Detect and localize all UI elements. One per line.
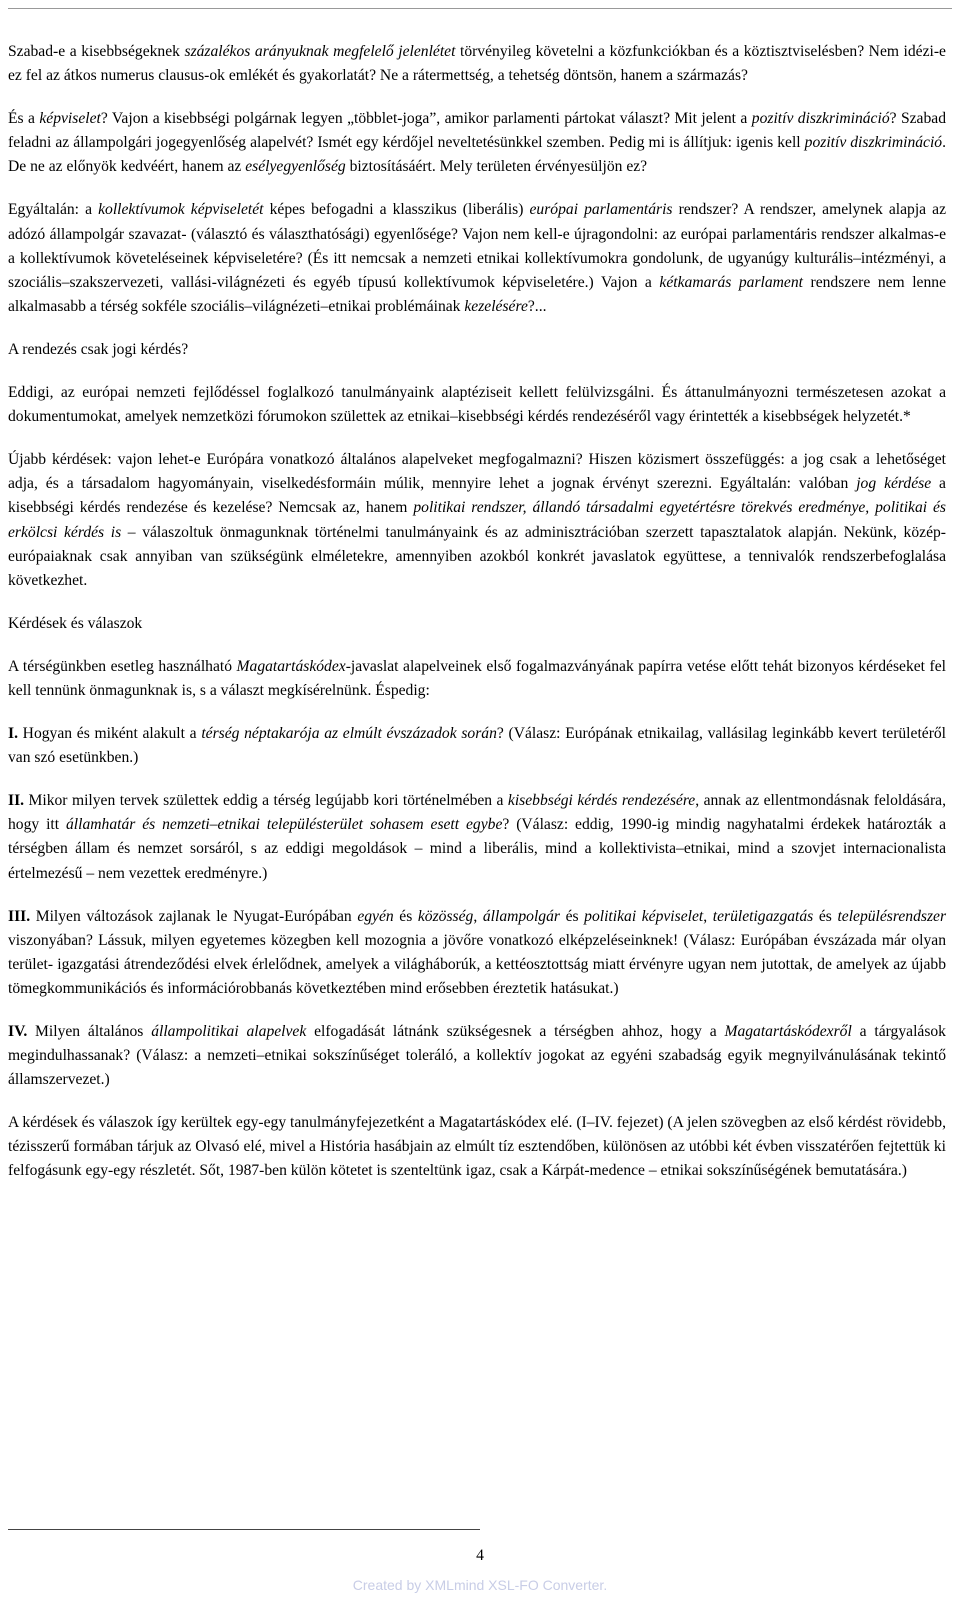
text-run: A térségünkben esetleg használható [8,657,237,675]
text-run: Újabb kérdések: vajon lehet-e Európára vonatkozó általános alapelveket megfogalmazni? Hiszen közismert összefüggés: a jog csak a lehetőséget adja, és a társadalom hagyományain, viselkedésformáin múlik, mennyire lehet a jognak érvényt szerezni. Egyáltalán: valóban [8,451,946,493]
footnote-rule [8,1529,480,1530]
paragraph [8,338,946,362]
text-run: képes befogadni a klasszikus (liberális) [263,201,530,219]
paragraph [8,107,946,179]
text-run: a tárgyalások megindulhassanak? (Válasz: a nemzeti–etnikai sokszínűséget toleráló, a kollektív jogokat az egyéni szabadság egyik megnyilvánulásának tekintő államszervezet.) [8,1023,946,1089]
paragraph [8,40,946,88]
paragraph [8,1020,946,1092]
text-run: százalékos arányuknak megfelelő jelenlétet [184,43,456,60]
text-run: ? Szabad feladni az állampolgári jogegyenlőség alapelvét? Ismét egy kérdőjel neveltetésünkkel szemben. Pedig mi is állítjuk: igenis kell [8,110,946,152]
text-run: III. [8,907,31,925]
text-run: politikai képviselet [584,907,704,925]
paragraph [8,905,946,1001]
text-run: esélyegyenlőség [245,158,346,176]
text-run: pozitív diszkrimináció [804,134,943,152]
text-run: Eddigi, az európai nemzeti fejlődéssel foglalkozó tanulmányaink alaptéziseit kellett felülvizsgálni. És áttanulmányozni természetesen azokat a dokumentumokat, amelyek nemzetközi fórumokon születtek az etnikai–kisebbségi kérdés rendezéséről vagy érintették a kisebbségek helyzetét.* [8,384,946,426]
text-run: képviselet [39,110,101,128]
text-run: És a [8,110,40,128]
text-run: , [473,907,483,925]
text-run: elfogadását látnánk szükségesnek a térségben ahhoz, hogy a [306,1023,725,1040]
text-run: és [393,907,418,925]
text-run: térség néptakarója az elmúlt évszázadok során [201,725,497,743]
paragraph [8,1111,946,1183]
text-run: jog kérdése [856,475,932,493]
text-run: településrendszer [837,907,947,925]
text-run: IV. [8,1023,28,1040]
text-run: pozitív diszkrimináció [751,110,890,128]
text-run: viszonyában? Lássuk, milyen egyetemes közegben kell mozognia a jövőre vonatkozó elképzeléseinknek! (Válasz: Európában évszázada már olyan terület- igazgatási átrendeződési elvek érlelődnek, amelyek a világháborúk, a kettéosztottság miatt érvényre ugyan nem jutottak, de amelyek az újabb tömegkommunikációs és információrobbanás következtében mind erősebben éreztetik hatásukat.) [8,931,946,997]
text-run: Mikor milyen tervek születtek eddig a térség legújabb kori történelmében a [24,792,508,810]
text-run: államhatár és nemzeti–etnikai településterület sohasem esett egybe [66,816,503,834]
text-run: a kisebbségi kérdés rendezése és kezelése? Nemcsak az, hanem [8,475,946,517]
text-run: A rendezés csak jogi kérdés? [8,340,189,358]
paragraph [8,655,946,703]
converter-credit: Created by XMLmind XSL-FO Converter. [352,1577,608,1593]
text-run: ?... [527,297,547,315]
text-run: Kérdések és válaszok [8,614,143,632]
text-run: kisebbségi kérdés rendezésére [507,792,696,810]
text-run: biztosításáért. Mely területen érvényesüljön ez? [345,158,648,176]
text-run: európai parlamentáris [529,201,673,219]
top-rule [8,8,952,9]
text-run: állampolgár [482,907,560,925]
text-run: Szabad-e a kisebbségeknek [8,43,185,60]
text-run: Milyen általános [27,1023,152,1040]
paragraph [8,722,946,770]
text-run: területigazgatás [712,907,814,925]
text-run: Magatartáskódex [236,657,346,675]
text-run: Milyen változások zajlanak le Nyugat-Európában [30,907,358,925]
page-number: 4 [476,1547,484,1564]
text-run: Magatartáskódexről [724,1023,852,1040]
text-run: és [559,907,585,925]
text-run: állampolitikai alapelvek [151,1023,307,1040]
text-run: ? (Válasz: Európának etnikailag, vallásilag leginkább kevert területéről van szó esetünkben.) [8,725,947,767]
text-run: , [703,907,713,925]
text-run: . De ne az előnyök kedvéért, hanem az [8,134,946,176]
paragraph [8,448,946,593]
text-run: törvényileg követelni a közfunkciókban és a köztisztviselésben? Nem idézi-e ez fel az átkos numerus clausus-ok emlékét és gyakorlatát? Ne a rátermettség, a tehetség döntsön, hanem a származás? [8,43,946,85]
paragraph [8,198,946,318]
text-run: A kérdések és válaszok így kerültek egy-egy tanulmányfejezetként a Magatartáskódex elé. (I–IV. fejezet) (A jelen szövegben az első kérdést rövidebb, tézisszerű formában tárjuk az Olvasó elé, mivel a História hasábjain az elmúlt tíz esztendőben, különösen az utóbbi két évben visszatérően fejtettük ki felfogásunk egy-egy részletét. Sőt, 1987-ben külön kötetet is szenteltünk igaz, csak a Kárpát-medence – etnikai sokszínűségének bemutatására.) [8,1114,946,1180]
text-run: II. [8,792,25,810]
text-run: kétkamarás parlament [659,273,803,291]
text-run: rendszer? A rendszer, amelynek alapja az adózó állampolgár szavazat- (választó és választhatósági) egyenlősége? Vajon nem kell-e újragondolni: az európai parlamentáris rendszer alkalmas-e a kollektívumok követeléseinek képviseletére? (És itt nemcsak a nemzeti etnikai kollektívumokra gondolunk, de ugyanúgy kulturális–intézményi, a szociális–szakszervezeti, vallási-világnézeti és egyéb típusú kollektívumok képviseletére.) Vajon a [8,201,947,291]
text-run: rendszere nem lenne alkalmasabb a térség sokféle szociális–világnézeti–etnikai problémáinak [8,273,946,315]
text-run: politikai rendszer, állandó társadalmi egyetértésre törekvés eredménye, politikai és erkölcsi kérdés is [8,499,946,541]
document-body [8,40,946,1203]
text-run: Egyáltalán: a [8,201,99,219]
text-run: -javaslat alapelveinek első fogalmazványának papírra vetése előtt tehát bizonyos kérdéseket fel kell tennünk önmagunknak is, s a választ megkísérelnünk. Éspedig: [8,657,946,699]
text-run: – válaszoltuk önmagunknak történelmi tanulmányaink és az adminisztrációban szerzett tapasztalatok alapján. Nekünk, közép-európaiaknak csak annyiban van szükségünk elméletekre, amennyiben azokból konkrét javaslatok együttese, a tennivalók rendszerbefoglalása következhet. [8,523,946,589]
text-run: I. [8,725,18,743]
text-run: ? Vajon a kisebbségi polgárnak legyen „többlet-joga”, amikor parlamenti pártokat választ? Mit jelent a [100,110,752,128]
text-run: ? (Válasz: eddig, 1990-ig mindig nagyhatalmi érdekek határozták a térségben állam és nemzet sorsáról, s az eddigi megoldások – mind a liberális, mind a kollektivista–etnikai, mind a szovjet internacionalista értelmezésű – nem vezettek eredményre.) [8,816,946,882]
text-run: egyén [357,907,394,925]
paragraph [8,612,946,636]
text-run: Hogyan és miként alakult a [17,725,202,743]
text-run: és [813,907,838,925]
text-run: , annak az ellentmondásnak feloldására, hogy itt [8,792,946,834]
text-run: kezelésére [464,297,528,315]
paragraph [8,381,946,429]
text-run: kollektívumok képviseletét [98,201,264,219]
text-run: közösség [417,907,474,925]
paragraph [8,789,946,885]
